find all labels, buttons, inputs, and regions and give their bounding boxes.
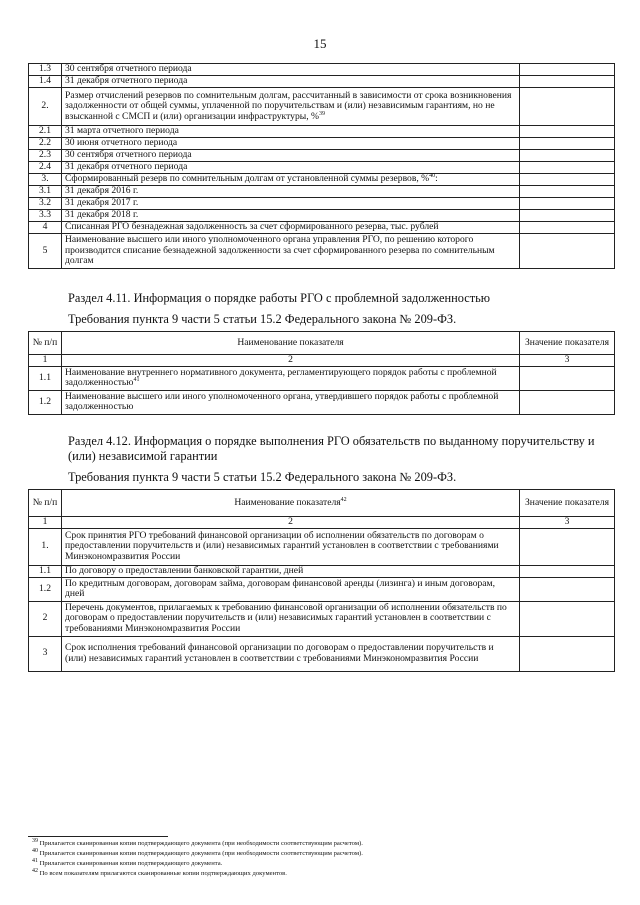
table-row (29, 174, 615, 186)
section-4-11-title: Раздел 4.11. Информация о порядке работы РГО с проблемной задолженностью (68, 291, 491, 305)
row-indicator-text: Размер отчислений резервов по сомнительным долгам, рассчитанный в зависимости от срока возникновения задолженности от общей суммы, уплаченной по поручительствам и (или) независимым гарантиям, но не взысканной с СМСП и (или) организации инфраструктуры, % (65, 89, 512, 122)
header-name-text: Наименование показателя (234, 496, 341, 508)
row-number: 3.2 (29, 198, 62, 210)
row-indicator-text: 30 сентября отчетного периода (65, 149, 192, 161)
table-row (29, 366, 615, 390)
row-indicator-text: Сформированный резерв по сомнительным долгам от установленной суммы резервов, % (65, 173, 430, 185)
col-number-1: 1 (29, 355, 62, 367)
row-value-cell (520, 64, 615, 76)
row-indicator-name (62, 636, 520, 671)
row-indicator-text: Наименование внутреннего нормативного документа, регламентирующего порядок работы с проблемной задолженностью (65, 366, 497, 389)
row-indicator-name (62, 126, 520, 138)
row-value-cell (520, 150, 615, 162)
row-number: 3 (29, 636, 62, 671)
row-indicator-text: Срок принятия РГО требований финансовой организации об исполнении обязательств по договорам о предоставлении поручительств и (или) независимых гарантий установлен в соответствии с требованиями Минэкономразвития России (65, 529, 499, 562)
header-value: Значение показателя (520, 332, 615, 355)
footnote-ref: 42 (340, 496, 347, 503)
row-number: 3.1 (29, 186, 62, 198)
row-value-cell (520, 390, 615, 414)
row-value-cell (520, 210, 615, 222)
row-indicator-text: 31 декабря отчетного периода (65, 161, 188, 173)
row-indicator-text: По договору о предоставлении банковской гарантии, дней (65, 564, 304, 576)
row-indicator-name (62, 601, 520, 636)
col-number-1: 1 (29, 517, 62, 529)
table-row (29, 577, 615, 601)
row-number: 1.2 (29, 577, 62, 601)
row-number: 1.2 (29, 390, 62, 414)
row-indicator-text: 30 июня отчетного периода (65, 137, 178, 149)
row-indicator-text: Наименование высшего или иного уполномоченного органа управления РГО, по решению которого производится списание безнадежной задолженности за счет сформированного резерва по сомнительным долгам (65, 234, 495, 267)
table-row (29, 528, 615, 565)
row-indicator-text: Перечень документов, прилагаемых к требованию финансовой организации об исполнении обязательств по договорам о предоставлении поручительств и (или) независимых гарантий установлен в соответствии с требованиями Минэкономразвития России (65, 601, 507, 634)
row-indicator-name (62, 528, 520, 565)
row-number: 3.3 (29, 210, 62, 222)
row-indicator-text: 30 сентября отчетного периода (65, 63, 192, 75)
row-indicator-name (62, 162, 520, 174)
table-row (29, 64, 615, 76)
footnote-separator (28, 836, 168, 837)
row-value-cell (520, 234, 615, 269)
row-value-cell (520, 577, 615, 601)
row-number: 2 (29, 601, 62, 636)
row-indicator-name (62, 390, 520, 414)
row-number: 2. (29, 88, 62, 126)
table-row (29, 76, 615, 88)
obligations-table (28, 489, 615, 672)
col-number-3: 3 (520, 355, 615, 367)
page-number: 15 (313, 36, 327, 51)
row-value-cell (520, 528, 615, 565)
table-row (29, 126, 615, 138)
row-indicator-name (62, 222, 520, 234)
row-indicator-text: 31 декабря 2018 г. (65, 209, 139, 221)
row-indicator-text: Наименование высшего или иного уполномоченного органа, утвердившего порядок работы с проблемной задолженностью (65, 390, 499, 413)
footnote-ref: 41 (133, 376, 140, 383)
row-value-cell (520, 76, 615, 88)
row-number: 2.3 (29, 150, 62, 162)
row-value-cell (520, 565, 615, 577)
table-row (29, 150, 615, 162)
row-number: 4 (29, 222, 62, 234)
section-4-11-requirement: Требования пункта 9 части 5 статьи 15.2 Федерального закона № 209-ФЗ. (68, 312, 457, 326)
section-4-12-title: Раздел 4.12. Информация о порядке выполнения РГО обязательств по выданному поручительству и (или) независимой гарантии (68, 434, 595, 463)
row-indicator-name (62, 76, 520, 88)
footnote-mark: 42 (32, 867, 38, 874)
row-indicator-name (62, 174, 520, 186)
row-number: 2.4 (29, 162, 62, 174)
row-indicator-name (62, 150, 520, 162)
table-row (29, 636, 615, 671)
row-indicator-name (62, 565, 520, 577)
header-name: Наименование показателя (62, 332, 520, 355)
footnote-mark: 40 (32, 847, 38, 854)
row-number: 1. (29, 528, 62, 565)
header-num: № п/п (29, 332, 62, 355)
row-indicator-name (62, 186, 520, 198)
row-indicator-name (62, 234, 520, 269)
footnote-text: Прилагается сканированная копия подтверждающего документа (при необходимости соответствующим расчетом). (38, 840, 363, 847)
table-row (29, 210, 615, 222)
header-num: № п/п (29, 490, 62, 517)
row-value-cell (520, 636, 615, 671)
table-row (29, 138, 615, 150)
row-value-cell (520, 366, 615, 390)
row-indicator-text: Срок исполнения требований финансовой организации по договорам о предоставлении поручительств и (или) независимых гарантий установлен в соответствии с требованиями Минэкономразвития России (65, 642, 494, 664)
row-indicator-name (62, 88, 520, 126)
row-number: 2.1 (29, 126, 62, 138)
table-row (29, 222, 615, 234)
table-row (29, 198, 615, 210)
row-value-cell (520, 126, 615, 138)
row-number: 1.3 (29, 64, 62, 76)
footnote-text: Прилагается сканированная копия подтверждающего документа. (38, 860, 223, 867)
footnote-text: Прилагается сканированная копия подтверждающего документа (при необходимости соответствующим расчетом). (38, 850, 363, 857)
footnote-mark: 39 (32, 837, 38, 844)
footnote-mark: 41 (32, 857, 38, 864)
reserve-table (28, 63, 615, 269)
table-row (29, 390, 615, 414)
row-value-cell (520, 162, 615, 174)
row-value-cell (520, 198, 615, 210)
row-value-cell (520, 601, 615, 636)
row-indicator-text: 31 декабря 2016 г. (65, 185, 139, 197)
row-value-cell (520, 138, 615, 150)
row-value-cell (520, 186, 615, 198)
row-indicator-text: 31 марта отчетного периода (65, 125, 179, 137)
header-name (62, 490, 520, 517)
footnote-ref: 39 (319, 110, 325, 117)
table-row (29, 601, 615, 636)
col-number-2: 2 (62, 355, 520, 367)
col-number-2: 2 (62, 517, 520, 529)
table-row (29, 162, 615, 174)
row-indicator-name (62, 577, 520, 601)
footnote-item (32, 839, 612, 849)
footnotes (32, 839, 612, 879)
row-indicator-text: По кредитным договорам, договорам займа, договорам финансовой аренды (лизинга) и иным договорам, дней (65, 577, 496, 600)
row-number: 3. (29, 174, 62, 186)
problem-debt-table (28, 331, 615, 415)
row-indicator-name (62, 210, 520, 222)
footnote-ref: 40 (429, 173, 436, 180)
row-indicator-text: Списанная РГО безнадежная задолженность за счет сформированного резерва, тыс. рублей (65, 221, 439, 233)
footnote-text: По всем показателям прилагаются сканированные копии подтверждающих документов. (38, 870, 287, 877)
table-row (29, 565, 615, 577)
section-4-12-requirement: Требования пункта 9 части 5 статьи 15.2 Федерального закона № 209-ФЗ. (68, 470, 457, 484)
row-number: 1.1 (29, 565, 62, 577)
row-indicator-name (62, 366, 520, 390)
row-value-cell (520, 222, 615, 234)
row-number: 2.2 (29, 138, 62, 150)
row-value-cell (520, 174, 615, 186)
row-indicator-tail: : (435, 173, 438, 185)
table-row (29, 88, 615, 126)
footnote-item (32, 869, 612, 879)
header-value: Значение показателя (520, 490, 615, 517)
table-row (29, 186, 615, 198)
row-indicator-text: 31 декабря отчетного периода (65, 75, 188, 87)
row-number: 1.4 (29, 76, 62, 88)
row-value-cell (520, 88, 615, 126)
row-indicator-name (62, 64, 520, 76)
row-indicator-name (62, 138, 520, 150)
row-indicator-name (62, 198, 520, 210)
row-indicator-text: 31 декабря 2017 г. (65, 197, 139, 209)
row-number: 5 (29, 234, 62, 269)
col-number-3: 3 (520, 517, 615, 529)
table-row (29, 234, 615, 269)
footnote-item (32, 849, 612, 859)
footnote-item (32, 859, 612, 869)
row-number: 1.1 (29, 366, 62, 390)
